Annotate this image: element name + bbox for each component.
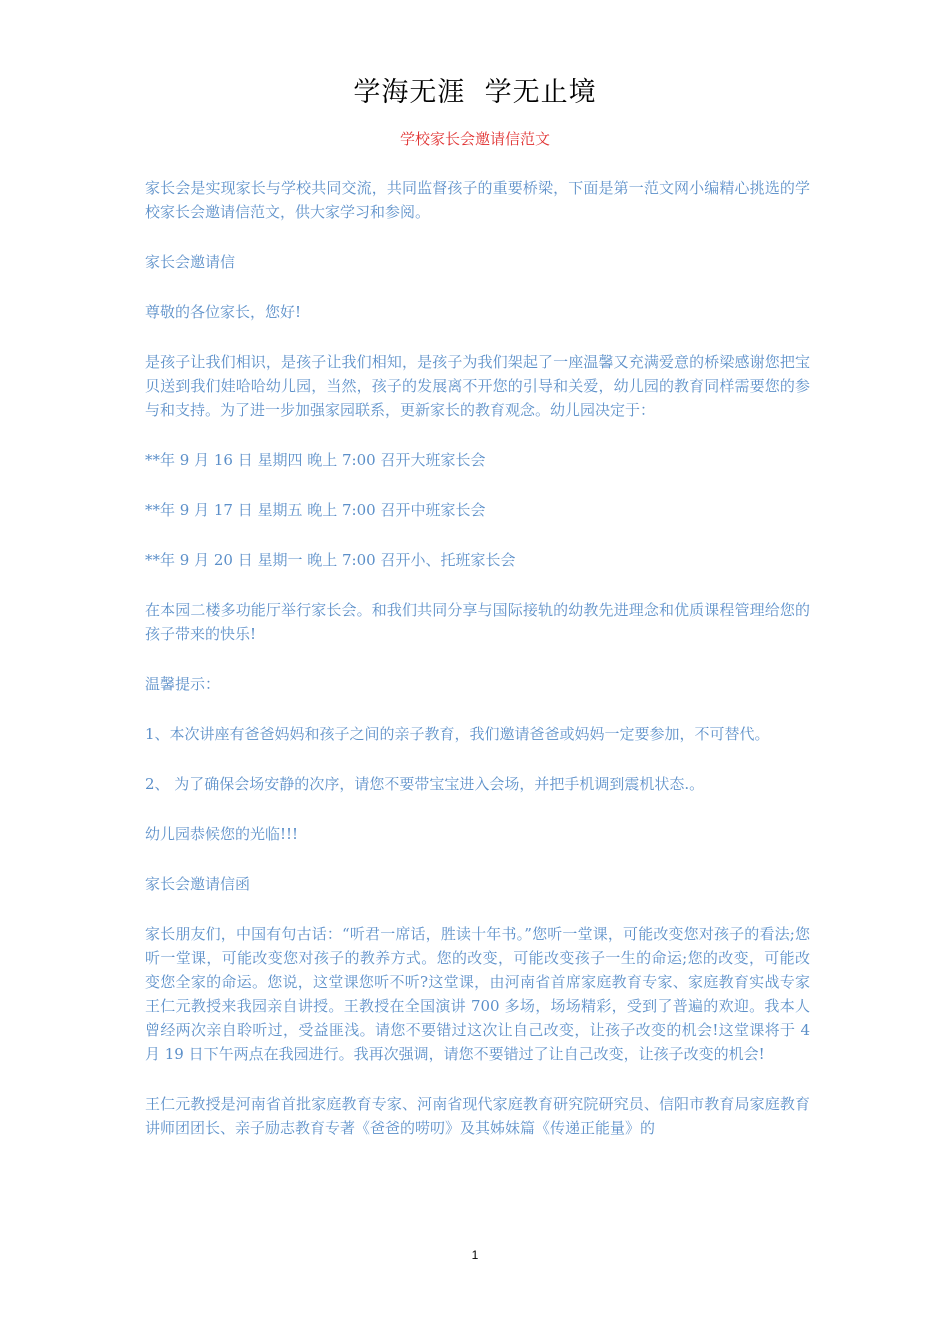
section-heading-invitation: 家长会邀请信	[145, 253, 236, 271]
section-heading-letter: 家长会邀请信函	[145, 875, 251, 893]
paragraph-body: 是孩子让我们相识，是孩子让我们相知，是孩子为我们架起了一座温馨又充满爱意的桥梁感谢您把宝贝送到我们娃哈哈幼儿园，当然，孩子的发展离不开您的引导和关爱，幼儿园的教育同样需要您的参与和支持。为了进一步加强家园联系，更新家长的教育观念。幼儿园决定于：	[145, 353, 810, 419]
paragraph-closing: 幼儿园恭候您的光临!!!	[145, 825, 299, 843]
paragraph-venue: 在本园二楼多功能厅举行家长会。和我们共同分享与国际接轨的幼教先进理念和优质课程管理给您的孩子带来的快乐!	[145, 601, 810, 643]
paragraph-professor-bio: 王仁元教授是河南省首批家庭教育专家、河南省现代家庭教育研究院研究员、信阳市教育局家庭教育讲师团团长、亲子励志教育专著《爸爸的唠叨》及其姊妹篇《传递正能量》的	[145, 1095, 810, 1137]
tip-item: 1、本次讲座有爸爸妈妈和孩子之间的亲子教育，我们邀请爸爸或妈妈一定要参加，不可替代。	[145, 725, 770, 743]
document-body	[145, 176, 810, 1166]
paragraph-letter-body: 家长朋友们，中国有句古话：“听君一席话，胜读十年书。”您听一堂课，可能改变您对孩子的看法;您听一堂课，可能改变您对孩子的教养方式。您的改变，可能改变孩子一生的命运;您的改变，可能改变您全家的命运。您说，这堂课您听不听?这堂课，由河南省首席家庭教育专家、家庭教育实战专家王仁元教授来我园亲自讲授。王教授在全国演讲 700 多场，场场精彩，受到了普遍的欢迎。我本人曾经两次亲自聆听过，受益匪浅。请您不要错过这次让自己改变，让孩子改变的机会!这堂课将于 4 月 19 日下午两点在我园进行。我再次强调，请您不要错过了让自己改变，让孩子改变的机会!	[145, 925, 810, 1063]
page-number: 1	[471, 1248, 479, 1262]
tips-heading: 温馨提示：	[145, 675, 221, 693]
schedule-item: **年 9 月 17 日 星期五 晚上 7:00 召开中班家长会	[145, 501, 486, 519]
header-title: 学海无涯 学无止境	[353, 77, 597, 108]
paragraph-greeting: 尊敬的各位家长，您好!	[145, 303, 302, 321]
document-title: 学校家长会邀请信范文	[399, 130, 550, 148]
tip-item: 2、 为了确保会场安静的次序，请您不要带宝宝进入会场，并把手机调到震机状态.。	[145, 775, 705, 793]
paragraph-intro: 家长会是实现家长与学校共同交流，共同监督孩子的重要桥梁，下面是第一范文网小编精心挑选的学校家长会邀请信范文，供大家学习和参阅。	[145, 179, 810, 221]
schedule-item: **年 9 月 20 日 星期一 晚上 7:00 召开小、托班家长会	[145, 551, 516, 569]
schedule-item: **年 9 月 16 日 星期四 晚上 7:00 召开大班家长会	[145, 451, 486, 469]
